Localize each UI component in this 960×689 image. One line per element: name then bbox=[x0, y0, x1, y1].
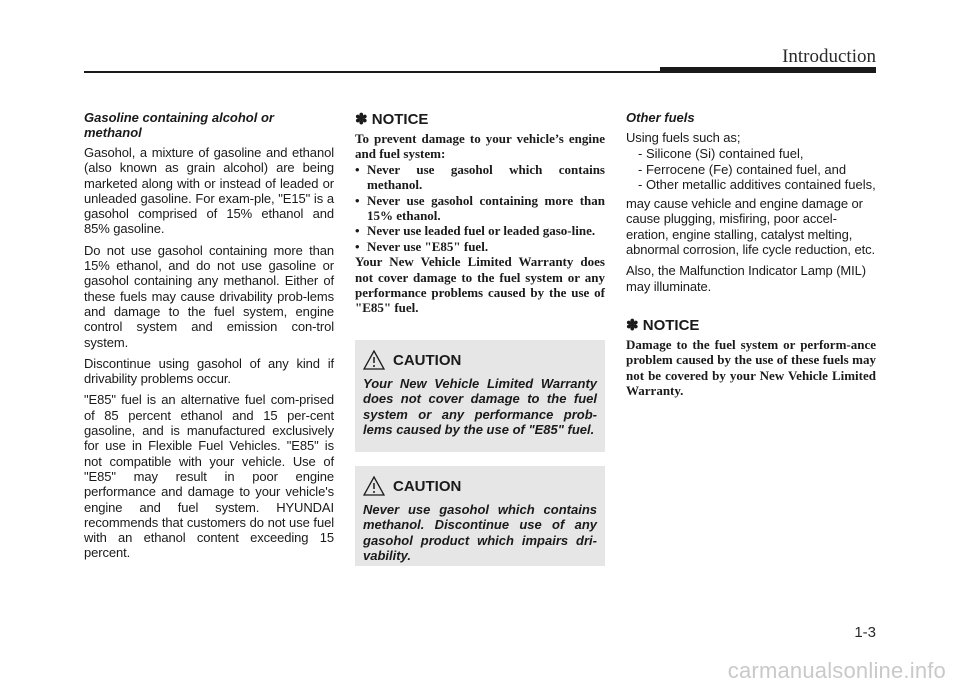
column-left bbox=[84, 110, 334, 567]
bullet: • bbox=[355, 238, 360, 254]
bullet: • bbox=[355, 192, 360, 208]
fuel-list-item: - Silicone (Si) contained fuel, bbox=[638, 146, 804, 162]
watermark: carmanualsonline.info bbox=[727, 658, 946, 683]
page-number: 1-3 bbox=[854, 624, 876, 641]
caution-label: CAUTION bbox=[393, 351, 462, 369]
notice-outro: Your New Vehicle Limited Warranty does not cover damage to the fuel system or any performance problems caused by the use of "E85" fuel. bbox=[355, 254, 605, 316]
paragraph: "E85" fuel is an alternative fuel com-prised of 85 percent ethanol and 15 per-cent gasoline, and is manufactured exclusively for use in Flexible Fuel Vehicles. "E85" is not compatible with your vehicle. Use of "E85" may result in poor engine performance and damage to your vehicle's engine and fuel system. HYUNDAI recommends that customers do not use fuel with an ethanol content exceeding 15 percent. bbox=[84, 392, 334, 561]
notice-list-item: • Never use gasohol containing more than 15% ethanol. bbox=[355, 192, 605, 224]
warning-triangle-icon bbox=[363, 476, 385, 496]
header-rule-thick bbox=[660, 67, 876, 73]
paragraph: Gasohol, a mixture of gasoline and ethanol (also known as grain alcohol) are being marketed along with or instead of leaded or unleaded gasoline. For exam-ple, "E15" is a gasohol comprised of 15% ethanol and 85% gasoline. bbox=[84, 145, 334, 237]
caution-box-warranty bbox=[355, 340, 605, 452]
paragraph: Discontinue using gasohol of any kind if drivability problems occur. bbox=[84, 355, 334, 387]
notice-intro: To prevent damage to your vehicle’s engine and fuel system: bbox=[355, 131, 605, 162]
paragraph: may cause vehicle and engine damage or cause plugging, misfiring, poor accel-eration, engine stalling, catalyst melting, abnormal corrosion, life cycle reduction, etc. bbox=[626, 196, 876, 258]
paragraph: Also, the Malfunction Indicator Lamp (MIL) may illuminate. bbox=[626, 263, 867, 294]
warning-triangle-icon bbox=[363, 350, 385, 370]
caution-text: Never use gasohol which contains methanol. Discontinue use of any gasohol product which impairs dri-vability. bbox=[363, 502, 597, 563]
paragraph: Using fuels such as; bbox=[626, 130, 741, 145]
caution-text: Your New Vehicle Limited Warranty does not cover damage to the fuel system or any performance prob-lems caused by the use of "E85" fuel. bbox=[363, 376, 597, 437]
paragraph: Do not use gasohol containing more than 15% ethanol, and do not use gasoline or gasohol containing any methanol. Either of these fuels may cause drivability prob-lems and damage to the fuel system, engine control system and emission con-trol system. bbox=[84, 242, 334, 350]
caution-label: CAUTION bbox=[393, 477, 462, 495]
fuel-list-item: - Other metallic additives contained fuels, bbox=[638, 176, 876, 192]
fuel-list-item: - Ferrocene (Fe) contained fuel, and bbox=[638, 161, 847, 177]
column-right bbox=[626, 110, 876, 399]
notice-list-item: • Never use leaded fuel or leaded gaso-line. bbox=[355, 223, 596, 239]
notice-title: ✽ NOTICE bbox=[626, 316, 700, 334]
notice-title: ✽ NOTICE bbox=[355, 111, 429, 128]
notice-list-item: • Never use "E85" fuel. bbox=[355, 238, 489, 254]
notice-list bbox=[355, 162, 605, 254]
page-header-title: Introduction bbox=[782, 46, 876, 67]
fuel-list bbox=[626, 146, 876, 192]
section-heading-other-fuels: Other fuels bbox=[626, 110, 695, 125]
bullet: • bbox=[355, 223, 360, 239]
header-rule-thin bbox=[84, 71, 660, 73]
notice-text: Damage to the fuel system or perform-ance problem caused by the use of these fuels may not be covered by your New Vehicle Limited Warranty. bbox=[626, 336, 876, 399]
notice-list-item: • Never use gasohol which contains methanol. bbox=[355, 161, 605, 193]
caution-box-methanol bbox=[355, 466, 605, 566]
section-heading-alcohol: Gasoline containing alcohol or methanol bbox=[84, 110, 274, 140]
bullet: • bbox=[355, 161, 360, 177]
column-middle bbox=[355, 110, 605, 316]
